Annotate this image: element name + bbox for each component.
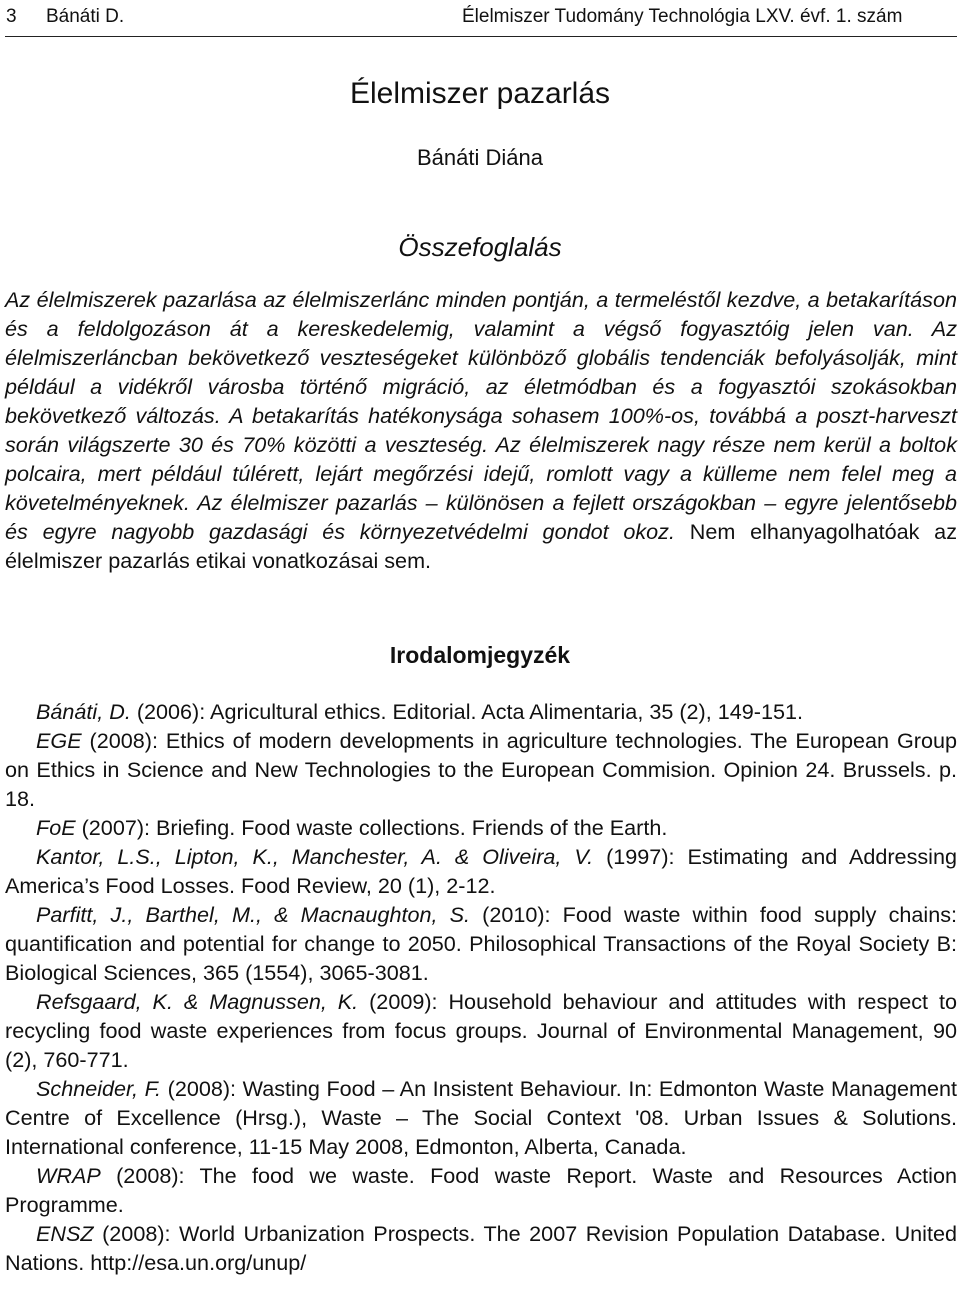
reference-text: (2008): World Urbanization Prospects. The 2007 Revision Population Database. United Nations. http://esa.un.org/unup/ bbox=[5, 1221, 957, 1275]
reference-text: (1997): Estimating and Addressing America’s Food Losses. Food Review, 20 (1), 2-12. bbox=[5, 844, 957, 898]
header-rule bbox=[5, 36, 957, 37]
header-author: Bánáti D. bbox=[46, 6, 125, 27]
reference-text: (2008): Wasting Food – An Insistent Behaviour. In: Edmonton Waste Management Centre of Excellence (Hrsg.), Waste – The Social Context '08. Urban Issues & Solutions. International conference, 11-15 May 2008, Edmonton, Alberta, Canada. bbox=[5, 1076, 957, 1159]
reference-authors: Parfitt, J., Barthel, M., & Macnaughton, S. bbox=[36, 902, 471, 927]
reference-item bbox=[5, 726, 957, 813]
abstract-italic-text: Az élelmiszerek pazarlása az élelmiszerlánc minden pontján, a termeléstől kezdve, a betakarításon és a feldolgozáson át a kereskedelemig, valamint a végső fogyasztóig jelen van. Az élelmiszerláncban bekövetkező veszteségeket különböző globális tendenciák befolyásolják, mint például a vidékről városba történő migráció, az életmódban és a fogyasztói szokásokban bekövetkező változás. A betakarítás hatékonysága sohasem 100%-os, továbbá a poszt-harveszt során világszerte 30 és 70% közötti a veszteség. Az élelmiszerek nagy része nem kerül a boltok polcaira, mert például túlérett, lejárt megőrzési idejű, romlott vagy a külleme nem felel meg a követelményeknek. Az élelmiszer pazarlás – különösen a fejlett országokban – egyre jelentősebb és egyre nagyobb gazdasági és környezetvédelmi gondot okoz. bbox=[5, 287, 957, 544]
reference-authors: ENSZ bbox=[36, 1221, 94, 1246]
reference-item bbox=[5, 813, 957, 842]
reference-authors: FoE bbox=[36, 815, 76, 840]
header-journal: Élelmiszer Tudomány Technológia LXV. évf. 1. szám bbox=[462, 6, 903, 27]
abstract-heading: Összefoglalás bbox=[398, 232, 562, 262]
reference-item bbox=[5, 1219, 957, 1277]
reference-authors: Kantor, L.S., Lipton, K., Manchester, A. & Oliveira, V. bbox=[36, 844, 594, 869]
article-title: Élelmiszer pazarlás bbox=[349, 77, 611, 110]
references-heading: Irodalomjegyzék bbox=[389, 642, 571, 668]
reference-list bbox=[5, 697, 957, 1277]
running-header bbox=[6, 4, 956, 30]
reference-authors: EGE bbox=[36, 728, 82, 753]
reference-item bbox=[5, 842, 957, 900]
reference-authors: Schneider, F. bbox=[36, 1076, 162, 1101]
reference-item bbox=[5, 1074, 957, 1161]
reference-authors: WRAP bbox=[36, 1163, 101, 1188]
reference-text: (2010): Food waste within food supply chains: quantification and potential for change to 2050. Philosophical Transactions of the Royal Society B: Biological Sciences, 365 (1554), 3065-3081. bbox=[5, 902, 957, 985]
abstract-upright-text: Nem elhanyagolhatóak az élelmiszer pazarlás etikai vonatkozásai sem. bbox=[5, 519, 957, 573]
reference-text: (2008): The food we waste. Food waste Report. Waste and Resources Action Programme. bbox=[5, 1163, 957, 1217]
reference-item bbox=[5, 900, 957, 987]
reference-item bbox=[5, 1161, 957, 1219]
reference-authors: Bánáti, D. bbox=[36, 699, 131, 724]
page-number: 3 bbox=[6, 6, 17, 27]
reference-text: (2008): Ethics of modern developments in agriculture technologies. The European Group on Ethics in Science and New Technologies to the European Commision. Opinion 24. Brussels. p. 18. bbox=[5, 728, 957, 811]
reference-authors: Refsgaard, K. & Magnussen, K. bbox=[36, 989, 359, 1014]
article-author: Bánáti Diána bbox=[417, 145, 543, 170]
reference-item bbox=[5, 987, 957, 1074]
reference-text: (2009): Household behaviour and attitudes with respect to recycling food waste experiences from focus groups. Journal of Environmental Management, 90 (2), 760-771. bbox=[5, 989, 957, 1072]
reference-item bbox=[5, 697, 957, 726]
abstract-paragraph bbox=[5, 285, 957, 575]
reference-text: (2006): Agricultural ethics. Editorial. Acta Alimentaria, 35 (2), 149-151. bbox=[130, 699, 803, 724]
reference-text: (2007): Briefing. Food waste collections. Friends of the Earth. bbox=[75, 815, 668, 840]
